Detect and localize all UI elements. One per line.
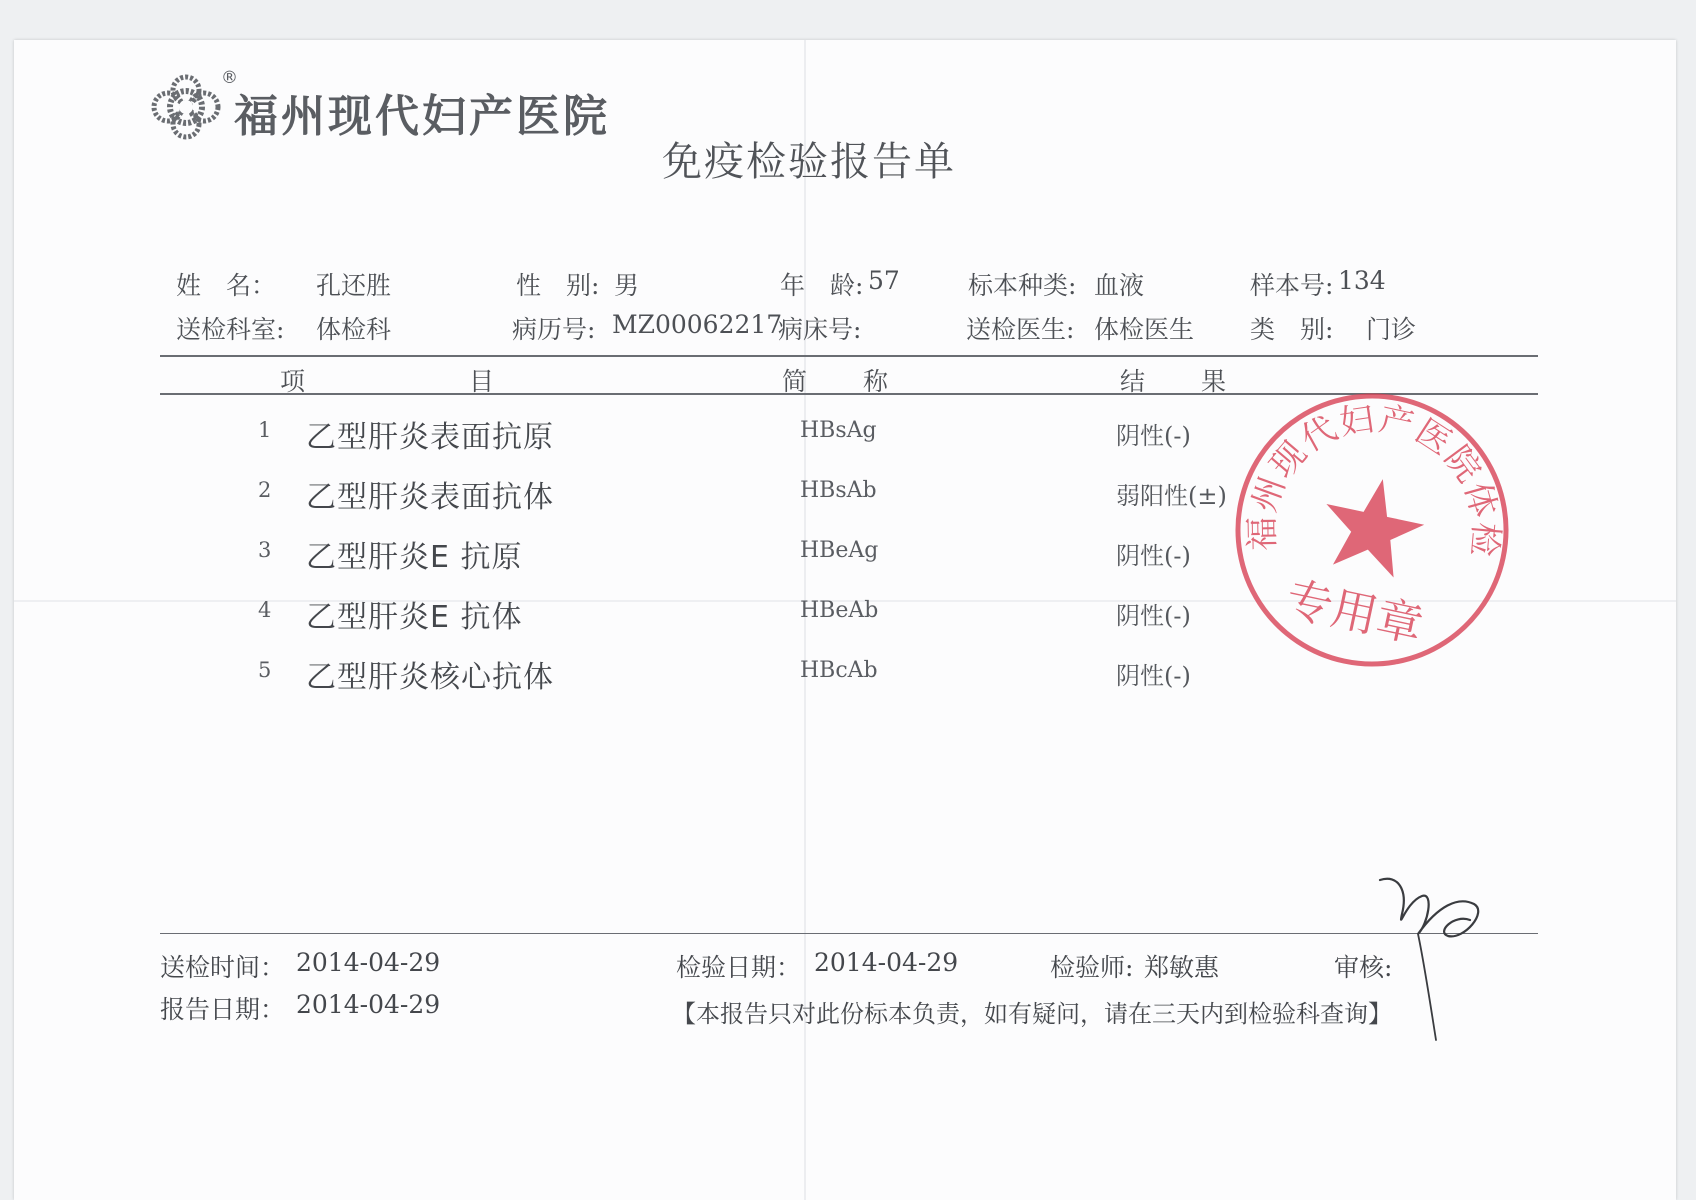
- age-value: 57: [868, 266, 900, 295]
- row-item: 乙型肝炎核心抗体: [306, 660, 554, 695]
- row-item: 乙型肝炎表面抗原: [306, 420, 554, 455]
- row-item: 乙型肝炎表面抗体: [306, 480, 554, 515]
- doctor-label: 送检医生:: [966, 315, 1075, 344]
- hospital-name: 福州现代妇产医院: [234, 91, 610, 142]
- report-date-label: 报告日期：: [160, 995, 286, 1024]
- hospital-logo-icon: [148, 72, 224, 142]
- row-number: 2: [258, 478, 272, 502]
- row-abbr: HBeAg: [800, 538, 879, 563]
- sent-time-label: 送检时间：: [160, 953, 286, 982]
- dept-value: 体检科: [316, 315, 392, 344]
- row-item: 乙型肝炎E 抗体: [306, 600, 523, 635]
- svg-text:福州现代妇产医院体检中心: [1222, 380, 1522, 604]
- row-result: 阴性(-): [1116, 542, 1191, 570]
- report-date-value: 2014-04-29: [296, 990, 441, 1019]
- row-abbr: HBsAg: [800, 418, 877, 443]
- stamp-outer-text: 福州现代妇产医院体检中心: [1242, 398, 1506, 561]
- specimen-value: 血液: [1094, 271, 1145, 300]
- name-value: 孔还胜: [316, 271, 392, 300]
- tester-label: 检验师:: [1050, 953, 1134, 982]
- row-result: 阴性(-): [1116, 422, 1191, 450]
- row-result: 阴性(-): [1116, 602, 1191, 630]
- doctor-value: 体检医生: [1094, 315, 1195, 344]
- row-number: 5: [258, 658, 272, 682]
- bed-label: 病床号:: [778, 315, 862, 344]
- header-result: 结 果: [1120, 367, 1229, 396]
- row-abbr: HBeAb: [800, 598, 879, 623]
- tester-value: 郑敏惠: [1144, 953, 1220, 982]
- row-item: 乙型肝炎E 抗原: [306, 540, 523, 575]
- row-abbr: HBcAb: [800, 658, 878, 683]
- age-label: 年 龄:: [780, 271, 864, 300]
- sample-value: 134: [1338, 266, 1386, 295]
- test-date-value: 2014-04-29: [814, 948, 959, 977]
- test-date-label: 检验日期：: [676, 953, 802, 982]
- table-top-rule: [160, 355, 1538, 357]
- sex-value: 男: [614, 271, 640, 300]
- row-number: 4: [258, 598, 272, 622]
- name-label: 姓 名：: [176, 271, 277, 300]
- category-label: 类 别:: [1250, 315, 1334, 344]
- official-stamp-seal: [1222, 380, 1522, 680]
- stamp-inner-text: 专用章: [1281, 571, 1428, 653]
- record-value: MZ00062217: [612, 310, 783, 339]
- reviewer-signature: [1378, 862, 1498, 1042]
- row-number: 3: [258, 538, 272, 562]
- header-item: 项 目: [280, 367, 497, 396]
- dept-label: 送检科室:: [176, 315, 285, 344]
- sample-label: 样本号:: [1250, 271, 1334, 300]
- category-value: 门诊: [1366, 315, 1417, 344]
- record-label: 病历号:: [512, 315, 596, 344]
- sex-label: 性 别:: [516, 271, 600, 300]
- disclaimer: 【本报告只对此份标本负责，如有疑问，请在三天内到检验科查询】: [672, 1000, 1392, 1028]
- row-result: 弱阳性(±): [1116, 482, 1227, 510]
- row-number: 1: [258, 418, 272, 442]
- header-abbr: 简 称: [782, 367, 891, 396]
- specimen-label: 标本种类:: [968, 271, 1077, 300]
- reviewer-label: 审核:: [1334, 953, 1393, 982]
- row-result: 阴性(-): [1116, 662, 1191, 690]
- footer-rule: [160, 933, 1538, 934]
- row-abbr: HBsAb: [800, 478, 877, 503]
- sent-time-value: 2014-04-29: [296, 948, 441, 977]
- registered-mark: ®: [221, 68, 238, 88]
- report-title: 免疫检验报告单: [662, 139, 956, 185]
